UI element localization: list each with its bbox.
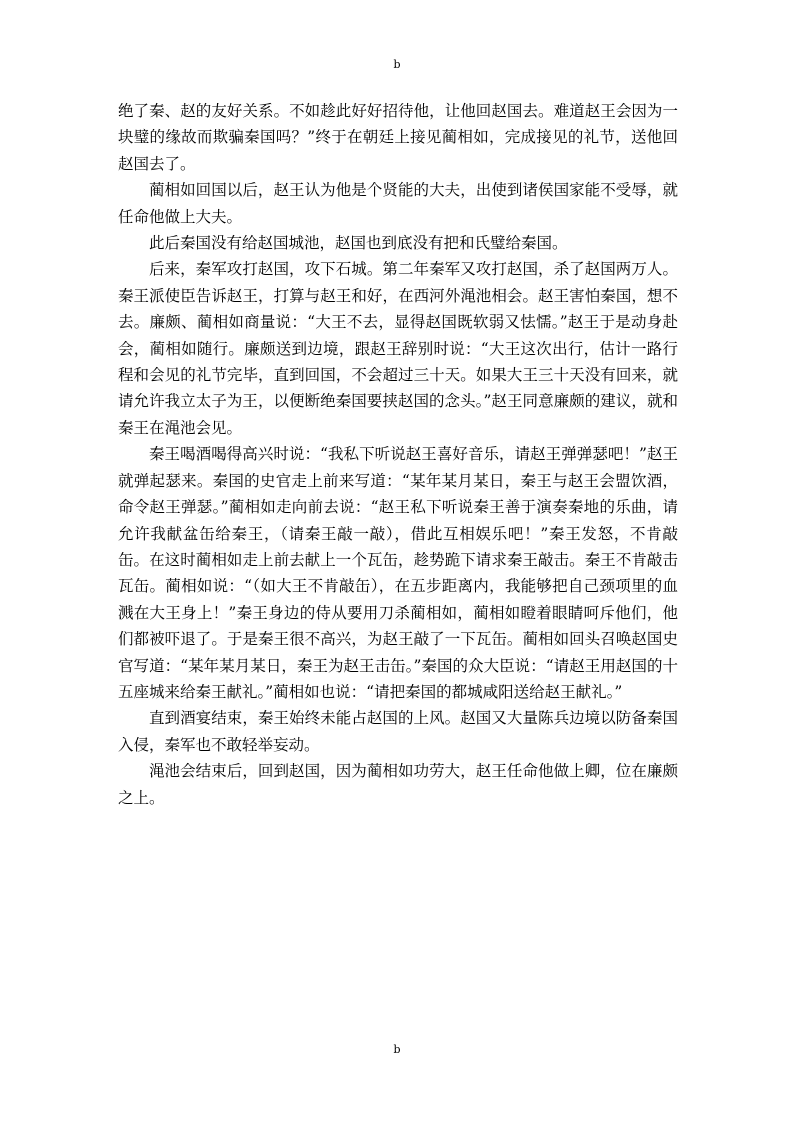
- paragraph: 渑池会结束后，回到赵国，因为蔺相如功劳大，赵王任命他做上卿，位在廉颇之上。: [118, 762, 678, 807]
- document-body: [118, 98, 678, 811]
- paragraph: 蔺相如回国以后，赵王认为他是个贤能的大夫，出使到诸侯国家能不受辱，就任命他做上大夫。: [118, 181, 678, 226]
- paragraph: 直到酒宴结束，秦王始终未能占赵国的上风。赵国又大量陈兵边境以防备秦国入侵，秦军也不敢轻举妄动。: [118, 709, 678, 754]
- paragraph: 绝了秦、赵的友好关系。不如趁此好好招待他，让他回赵国去。难道赵王会因为一块璧的缘故而欺骗秦国吗？”终于在朝廷上接见蔺相如，完成接见的礼节，送他回赵国去了。: [118, 102, 678, 173]
- page-header-marker: b: [393, 58, 401, 71]
- paragraph: 秦王喝酒喝得高兴时说：“我私下听说赵王喜好音乐，请赵王弹弹瑟吧！”赵王就弹起瑟来。秦国的史官走上前来写道：“某年某月某日，秦王与赵王会盟饮酒，命令赵王弹瑟。”蔺相如走向前去说：“赵王私下听说秦王善于演奏秦地的乐曲，请允许我献盆缶给秦王，（请秦王敲一敲），借此互相娱乐吧！”秦王发怒，不肯敲缶。在这时蔺相如走上前去献上一个瓦缶，趁势跪下请求秦王敲击。秦王不肯敲击瓦缶。蔺相如说：“（如大王不肯敲缶），在五步距离内，我能够把自己颈项里的血溅在大王身上！”秦王身边的侍从要用刀杀蔺相如，蔺相如瞪着眼睛呵斥他们，他们都被吓退了。于是秦王很不高兴，为赵王敲了一下瓦缶。蔺相如回头召唤赵国史官写道：“某年某月某日，秦王为赵王击缶。”秦国的众大臣说：“请赵王用赵国的十五座城来给秦王献礼。”蔺相如也说：“请把秦国的都城咸阳送给赵王献礼。”: [118, 445, 678, 701]
- page-footer-marker: b: [393, 1043, 401, 1056]
- paragraph: 此后秦国没有给赵国城池，赵国也到底没有把和氏璧给秦国。: [149, 234, 568, 253]
- paragraph: 后来，秦军攻打赵国，攻下石城。第二年秦军又攻打赵国，杀了赵国两万人。秦王派使臣告诉赵王，打算与赵王和好，在西河外渑池相会。赵王害怕秦国，想不去。廉颇、蔺相如商量说：“大王不去，显得赵国既软弱又怯懦。”赵王于是动身赴会，蔺相如随行。廉颇送到边境，跟赵王辞别时说：“大王这次出行，估计一路行程和会见的礼节完毕，直到回国，不会超过三十天。如果大王三十天没有回来，就请允许我立太子为王，以便断绝秦国要挟赵国的念头。”赵王同意廉颇的建议，就和秦王在渑池会见。: [118, 260, 678, 437]
